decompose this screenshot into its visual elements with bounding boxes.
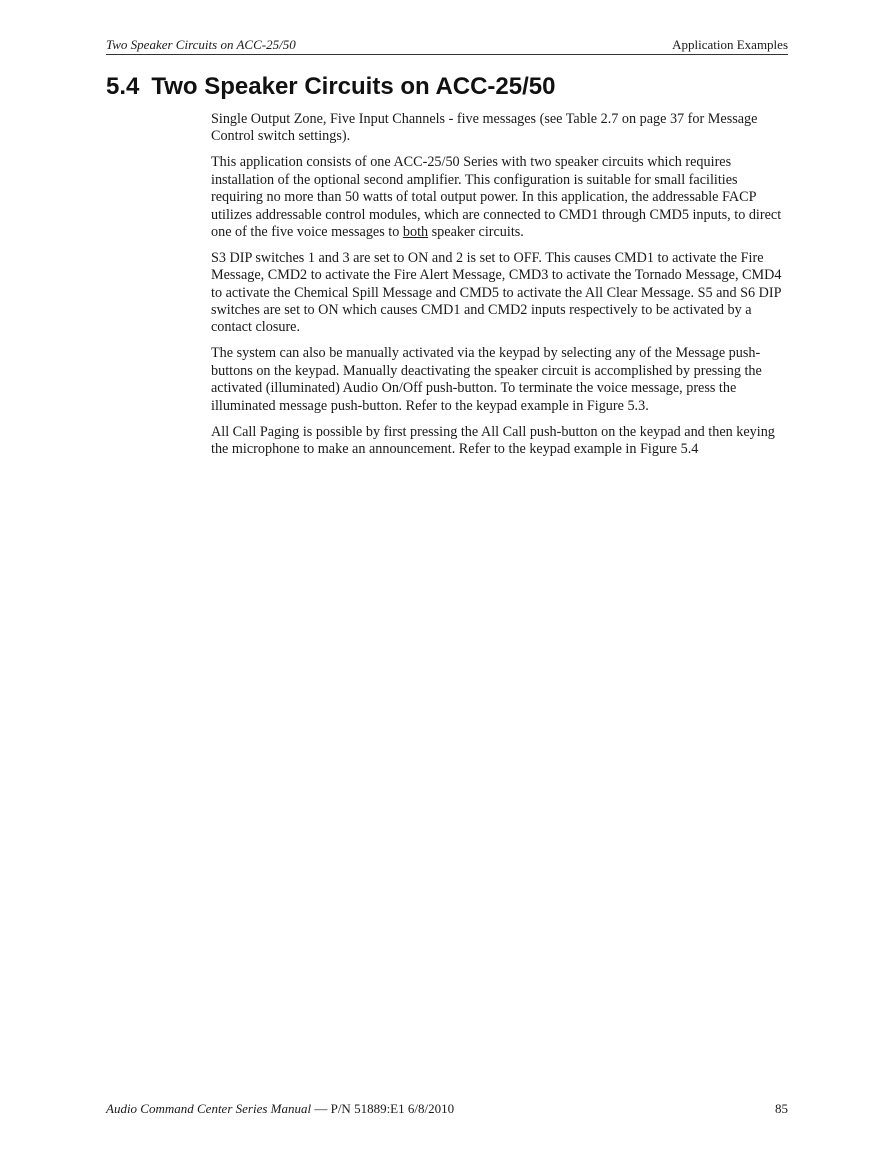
paragraph-manual-activation: The system can also be manually activated via the keypad by selecting any of the Message push-buttons on the keypad. Manually deactivating the speaker circuit is accomplished by pressing the activated (illuminated) Audio On/Off push-button. To terminate the voice message, press the illuminated message push-button. Refer to the keypad example in Figure 5.3. [211,345,762,414]
paragraph-all-call-paging: All Call Paging is possible by first pressing the All Call push-button on the keypad and then keying the microphone to make an announcement. Refer to the keypad example in Figure 5.4 [211,423,775,457]
footer-part-number: — P/N 51889:E1 6/8/2010 [311,1101,455,1116]
emphasis-both: both [402,223,429,240]
page-number: 85 [775,1101,788,1116]
header-chapter-title: Two Speaker Circuits on ACC-25/50 [106,37,296,52]
section-heading [106,71,555,103]
paragraph-dip-switches: S3 DIP switches 1 and 3 are set to ON and 2 is set to OFF. This causes CMD1 to activate the Fire Message, CMD2 to activate the Fire Alert Message, CMD3 to activate the Tornado Message, CMD4 to activate the Chemical Spill Message and CMD5 to activate the All Clear Message. S5 and S6 DIP switches are set to ON which causes CMD1 and CMD2 inputs respectively to be activated by a contact closure. [211,249,782,336]
section-title: Two Speaker Circuits on ACC-25/50 [151,73,556,100]
paragraph-application-end: speaker circuits. [428,223,524,240]
section-body [211,111,786,467]
footer-manual-info [106,1100,454,1118]
running-footer [106,1100,788,1118]
paragraph-application [211,154,786,241]
section-number: 5.4 [106,73,140,100]
paragraph-application-text: This application consists of one ACC-25/50 Series with two speaker circuits which requires installation of the optional second amplifier. This configuration is suitable for small facilities requiring no more than 50 watts of total output power. In this application, the addressable FACP utilizes addressable control modules, which are connected to CMD1 through CMD5 inputs, to direct one of the five voice messages to [211,154,782,240]
header-chapter-name: Application Examples [672,37,788,52]
running-header [106,36,788,55]
footer-manual-title: Audio Command Center Series Manual [106,1101,312,1116]
paragraph-overview: Single Output Zone, Five Input Channels - five messages (see Table 2.7 on page 37 for Message Control switch settings). [211,111,758,145]
